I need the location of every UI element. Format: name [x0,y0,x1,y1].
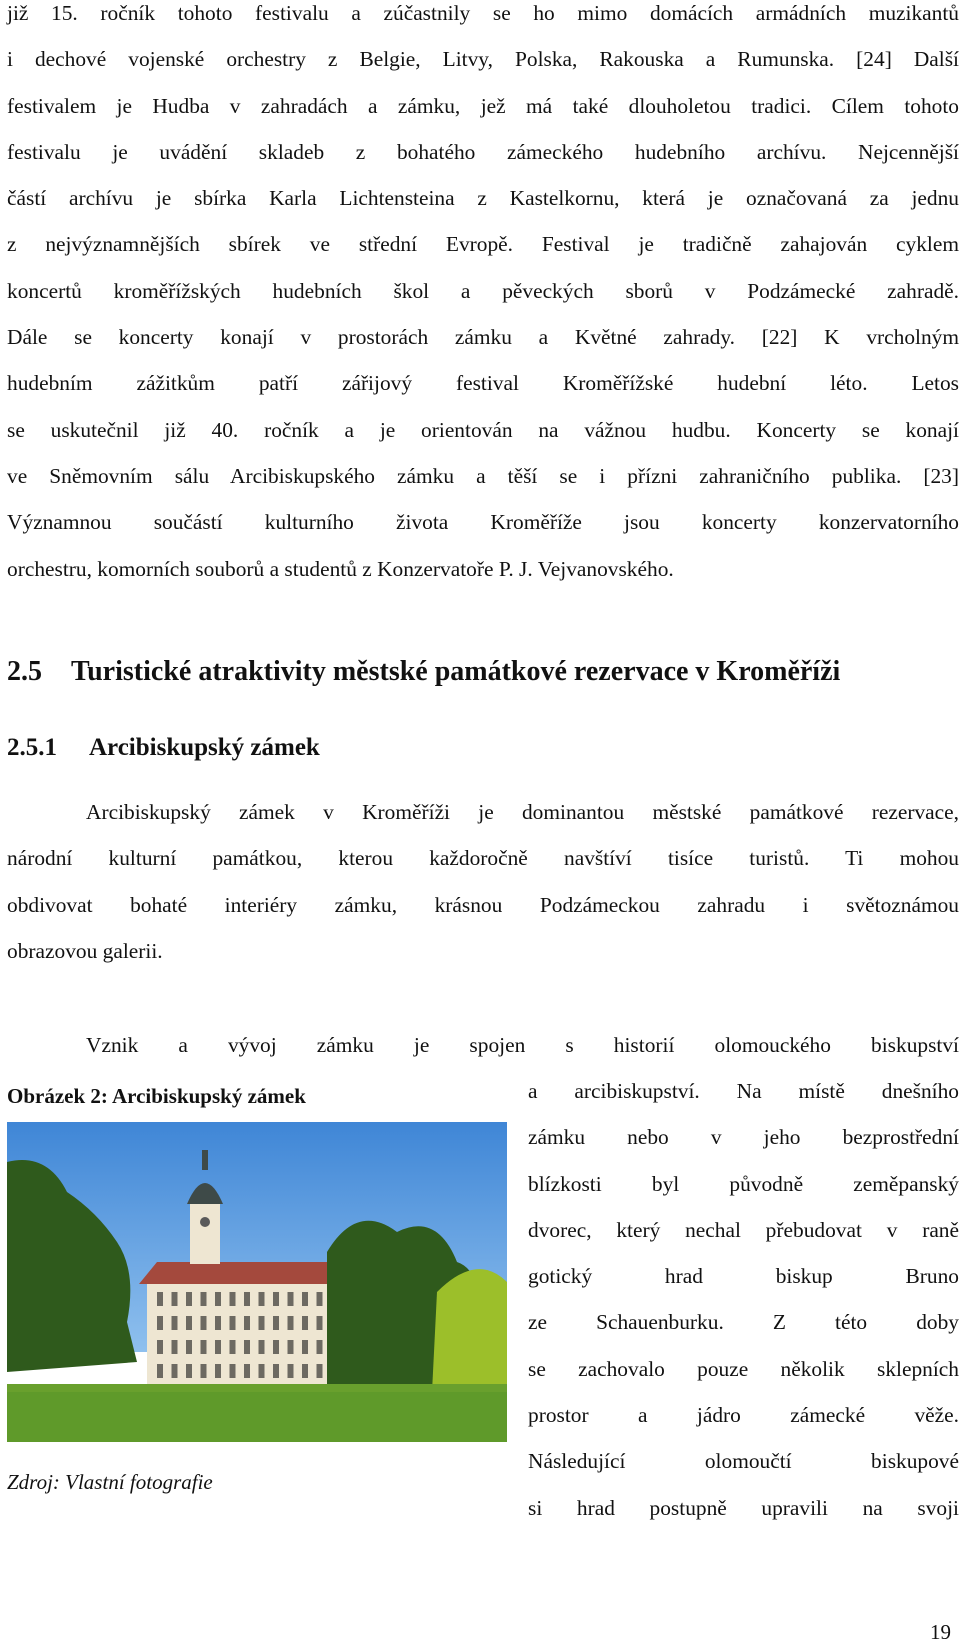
text-line: ve Sněmovním sálu Arcibiskupského zámku a těší se i přízni zahraničního publika. [23] [7,463,959,488]
photo-window [215,1292,221,1306]
text-line: i dechové vojenské orchestry z Belgie, Litvy, Polska, Rakouska a Rumunska. [24] Další [7,47,959,72]
photo-window [157,1292,163,1306]
photo-window [273,1340,279,1354]
photo-window [186,1292,192,1306]
photo-window [230,1292,236,1306]
text-line: orchestru, komorních souborů a studentů z Konzervatoře P. J. Vejvanovského. [7,556,674,581]
photo-window [172,1316,178,1330]
photo-window [302,1316,308,1330]
text-line: hudebním zážitkům patří zářijový festival Kroměřížské hudební léto. Letos [7,371,959,396]
photo-window [186,1340,192,1354]
text-line: z nejvýznamnějších sbírek ve střední Evropě. Festival je tradičně zahajován cyklem [7,232,959,257]
section-title: Turistické atraktivity městské památkové rezervace v Kroměříži [71,656,841,687]
castle-photo [7,1122,507,1442]
photo-window [244,1364,250,1378]
photo-window [230,1364,236,1378]
photo-tower [190,1202,220,1264]
paragraph-castle-history-first-line: Vznik a vývoj zámku je spojen s historií olomouckého biskupství [86,1033,959,1057]
photo-window [186,1364,192,1378]
text-line: a arcibiskupství. Na místě dnešního [528,1079,959,1103]
paragraph-castle-history-side-text [528,1068,959,1531]
photo-window [172,1292,178,1306]
photo-window [288,1364,294,1378]
document-page [7,0,959,1644]
photo-window [172,1340,178,1354]
photo-window [244,1340,250,1354]
figure-source: Zdroj: Vlastní fotografie [7,1470,213,1494]
paragraph-castle-intro [7,789,959,974]
photo-window [259,1340,265,1354]
text-line: částí archívu je sbírka Karla Lichtensteina z Kastelkornu, která je označovaná za jednu [7,186,959,211]
photo-window [244,1292,250,1306]
text-line: prostor a jádro zámecké věže. [528,1403,959,1428]
figure-caption: Obrázek 2: Arcibiskupský zámek [7,1084,306,1108]
photo-window [201,1364,207,1378]
photo-window [273,1292,279,1306]
photo-window [215,1316,221,1330]
photo-window [273,1316,279,1330]
text-line: se zachovalo pouze několik sklepních [528,1356,959,1381]
photo-window [244,1316,250,1330]
text-line: se uskutečnil již 40. ročník a je orientován na vážnou hudbu. Koncerty se konají [7,417,959,442]
text-line: festivalu je uvádění skladeb z bohatého zámeckého hudebního archívu. Nejcennější [7,139,959,164]
photo-lawn [7,1384,507,1442]
text-line: festivalem je Hudba v zahradách a zámku, jež má také dlouholetou tradici. Cílem tohoto [7,93,959,118]
subsection-number: 2.5.1 [7,734,57,761]
photo-window [172,1364,178,1378]
text-line: již 15. ročník tohoto festivalu a zúčastnily se ho mimo domácích armádních muzikantů [7,1,959,25]
section-heading-2-5 [7,656,840,688]
photo-window [302,1340,308,1354]
text-line: Významnou součástí kulturního života Kroměříže jsou koncerty konzervatorního [7,510,959,535]
photo-window [259,1292,265,1306]
photo-window [215,1340,221,1354]
photo-window [288,1340,294,1354]
text-line: zámku nebo v jeho bezprostřední [528,1125,959,1150]
text-line: obrazovou galerii. [7,938,163,963]
photo-window [259,1316,265,1330]
text-line: obdivovat bohaté interiéry zámku, krásnou Podzámeckou zahradu i světoznámou [7,892,959,917]
photo-window [201,1292,207,1306]
text-line: koncertů kroměřížských hudebních škol a pěveckých sborů v Podzámecké zahradě. [7,278,959,303]
photo-window [288,1316,294,1330]
text-line: gotický hrad biskup Bruno [528,1264,959,1289]
photo-window [317,1364,323,1378]
paragraph-festivals [7,0,959,592]
photo-window [302,1292,308,1306]
photo-window [157,1364,163,1378]
text-line: ze Schauenburku. Z této doby [528,1310,959,1335]
photo-window [186,1316,192,1330]
photo-roof [139,1262,355,1284]
photo-window [288,1292,294,1306]
subsection-title: Arcibiskupský zámek [89,734,320,761]
photo-window [273,1364,279,1378]
text-line: Arcibiskupský zámek v Kroměříži je dominantou městské památkové rezervace, [86,800,959,824]
photo-window [230,1316,236,1330]
photo-window [157,1340,163,1354]
photo-window [302,1364,308,1378]
text-line: si hrad postupně upravili na svoji [528,1495,959,1520]
castle-photo-image [7,1122,507,1442]
photo-window [317,1316,323,1330]
photo-window [157,1316,163,1330]
section-number: 2.5 [7,656,42,687]
photo-window [215,1364,221,1378]
photo-window [317,1292,323,1306]
text-line: národní kulturní památkou, kterou každoročně navštíví tisíce turistů. Ti mohou [7,846,959,871]
photo-window [317,1340,323,1354]
text-line: Dále se koncerty konají v prostorách zámku a Květné zahrady. [22] K vrcholným [7,325,959,350]
text-line: dvorec, který nechal přebudovat v raně [528,1217,959,1242]
text-line: Následující olomoučtí biskupové [528,1449,959,1474]
page-number: 19 [930,1620,951,1644]
photo-window [201,1340,207,1354]
photo-window [230,1340,236,1354]
photo-window [201,1316,207,1330]
photo-window [259,1364,265,1378]
subsection-heading-2-5-1 [7,734,320,762]
photo-tree-yellow [432,1269,507,1392]
text-line: blízkosti byl původně zeměpanský [528,1171,959,1196]
